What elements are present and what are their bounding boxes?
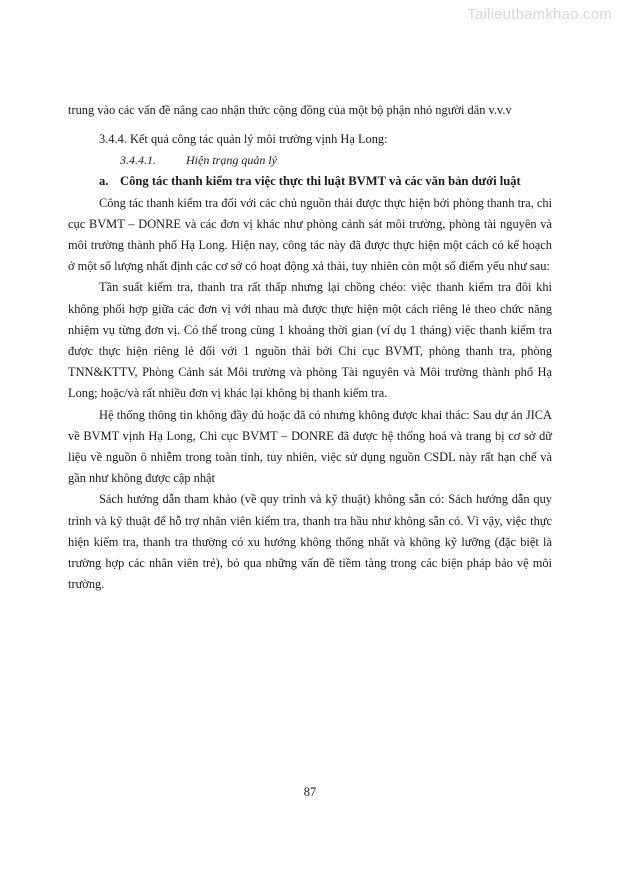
page-number: 87 [303, 785, 317, 799]
paragraph-inspection-frequency: Tần suất kiểm tra, thanh tra rất thấp nhưng lại chồng chéo: việc thanh kiểm tra đôi khi không phối hợp giữa các đơn vị với nhau mà được thực hiện một cách riêng lẻ theo chức năng nhiệm vụ từng đơn vị. Có thể trong cùng 1 khoảng thời gian (ví dụ 1 tháng) việc thanh kiểm tra được thực hiện riêng lẻ đối với 1 nguồn thải bởi Chi cục BVMT, phòng thanh tra, phòng TNN&KTTV, Phòng Cảnh sát Môi trường và phòng Tài nguyên và Môi trường thành phố Hạ Long; hoặc/và rất nhiều đơn vị khác lại không bị thanh kiểm tra. [68, 280, 552, 401]
page-content [68, 100, 552, 595]
paragraph-inspection-overview: Công tác thanh kiểm tra đối với các chủ nguồn thải được thực hiện bởi phòng thanh tra, chi cục BVMT – DONRE và các đơn vị khác như phòng cảnh sát môi trường, phòng tài nguyên và môi trường thành phố Hạ Long. Hiện nay, công tác này đã được thực hiện một cách có kế hoạch ở một số lượng nhất định các cơ sở có hoạt động xả thải, tuy nhiên còn một số điểm yếu như sau: [68, 195, 552, 274]
watermark-text: Tailieuthamkhao.com [467, 6, 612, 23]
paragraph-continued: trung vào các vấn đề nâng cao nhận thức cộng đồng của một bộ phận nhỏ người dân v.v.v [68, 103, 512, 117]
item-marker: a. [99, 174, 109, 189]
section-heading-3-4-4: 3.4.4. Kết quả công tác quản lý môi trường vịnh Hạ Long: [99, 132, 388, 147]
paragraph-information-system: Hệ thống thông tin không đầy đủ hoặc đã có nhưng không được khai thác: Sau dự án JICA về BVMT vịnh Hạ Long, Chi cục BVMT – DONRE đã được hệ thống hoá và trang bị cơ sở dữ liệu về nguồn ô nhiễm trong toàn tỉnh, tuy nhiên, việc sử dụng nguồn CSDL này rất hạn chế và gần như không được cập nhật [68, 407, 552, 486]
paragraph-reference-manuals: Sách hướng dẫn tham khảo (về quy trình và kỹ thuật) không sẵn có: Sách hướng dẫn quy trình và kỹ thuật để hỗ trợ nhân viên kiểm tra, thanh tra hầu như không sẵn có. Vì vậy, việc thực hiện kiểm tra, thanh tra thường có xu hướng không thống nhất và không kỹ lưỡng (đặc biệt là trường hợp các nhân viên trẻ), bỏ qua những vấn đề tiềm tàng trong các biện pháp bảo vệ môi trường. [68, 492, 552, 592]
subsection-heading-3-4-4-1: 3.4.4.1. Hiện trạng quản lý [120, 153, 277, 168]
item-heading-text: Công tác thanh kiểm tra việc thực thi luật BVMT và các văn bản dưới luật [120, 174, 521, 189]
item-heading-a [99, 171, 552, 192]
